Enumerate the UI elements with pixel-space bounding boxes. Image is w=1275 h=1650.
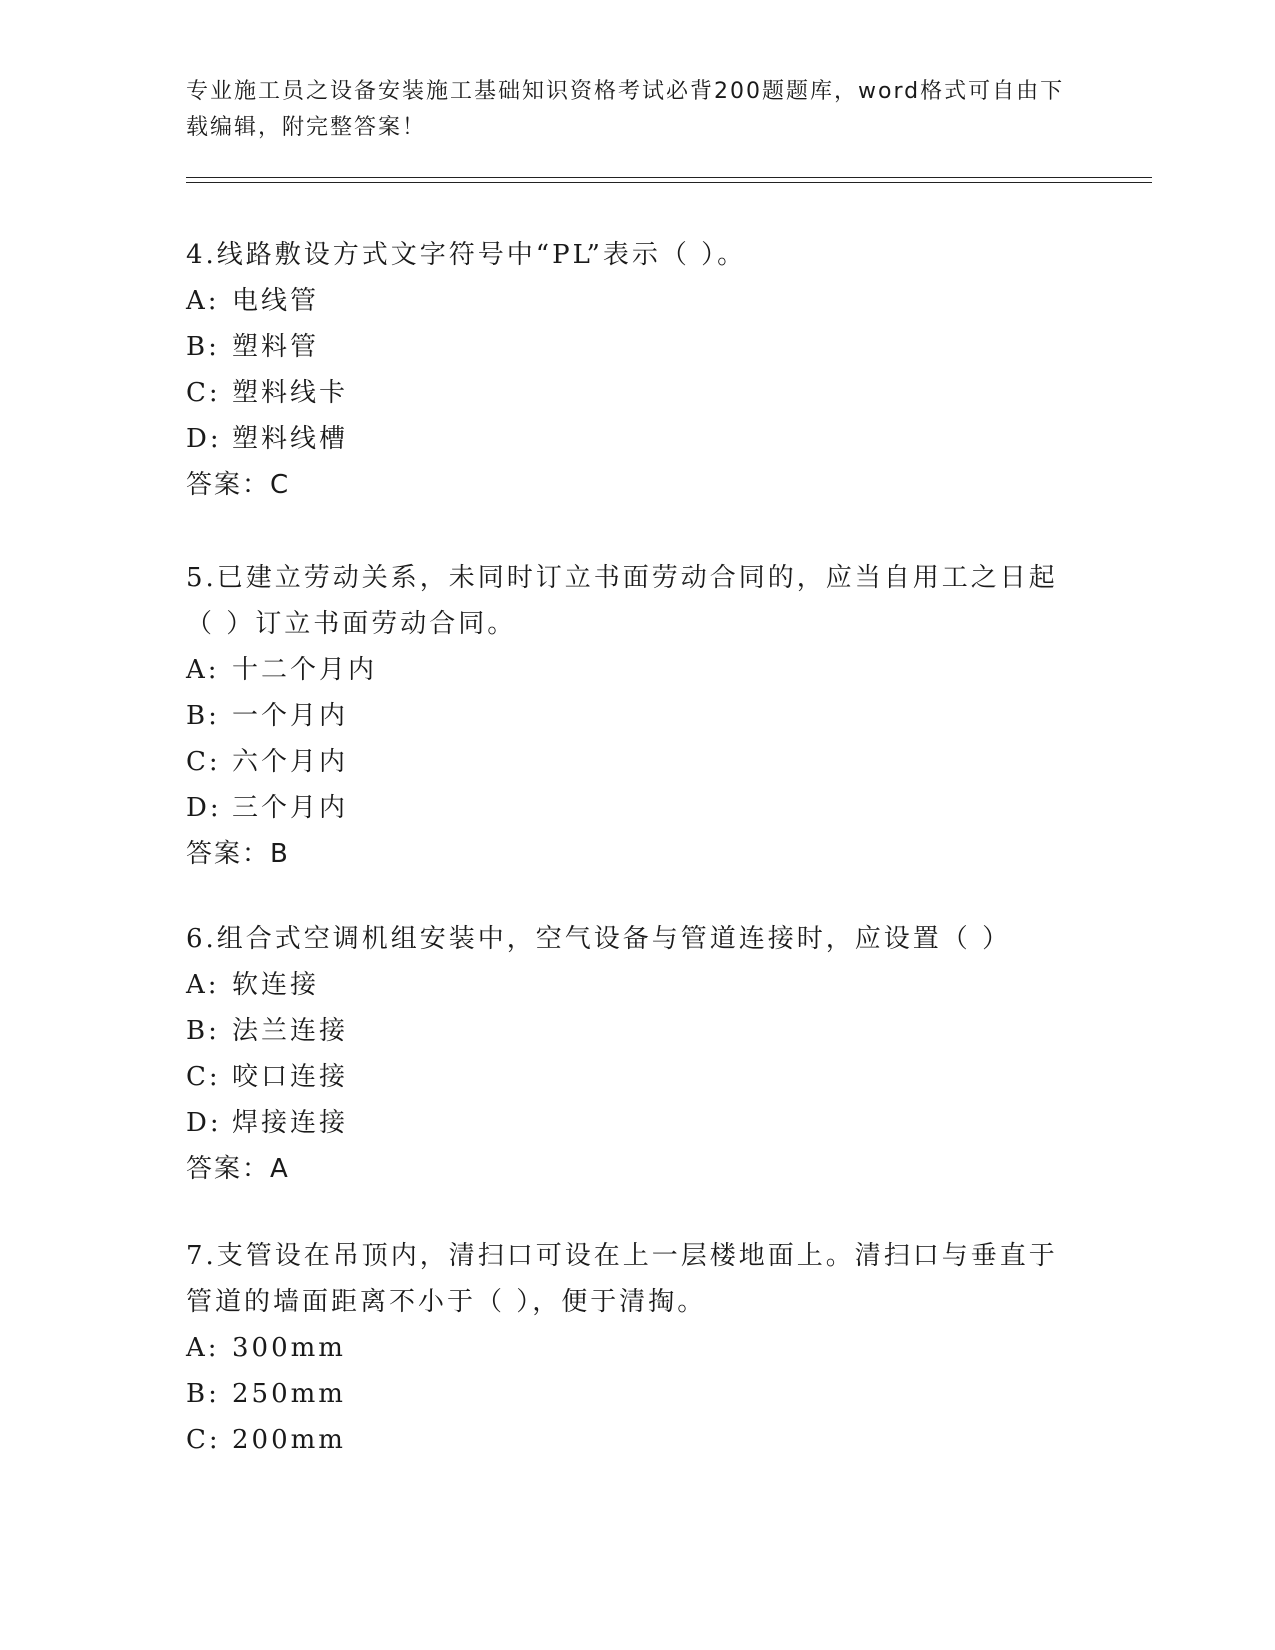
option-text: 十二个月内	[232, 655, 378, 685]
option-a	[186, 962, 1066, 1008]
header-divider-top	[186, 177, 1152, 178]
option-text: 塑料线槽	[232, 424, 349, 454]
document-header-title: 专业施工员之设备安装施工基础知识资格考试必背200题题库，word格式可自由下载编辑，附完整答案！	[186, 79, 1065, 140]
option-text: 软连接	[232, 970, 320, 1000]
option-letter: D:	[186, 1108, 222, 1138]
answer: 答案：A	[186, 1154, 290, 1184]
question-5	[186, 555, 1066, 877]
option-text: 焊接连接	[232, 1108, 349, 1138]
question-stem: 7.支管设在吊顶内，清扫口可设在上一层楼地面上。清扫口与垂直于管道的墙面距离不小于（ ），便于清掏。	[186, 1241, 1058, 1317]
option-letter: D:	[186, 424, 222, 454]
option-b	[186, 1008, 1066, 1054]
question-stem: 4.线路敷设方式文字符号中“PL”表示（ ）。	[186, 240, 747, 270]
option-text: 咬口连接	[232, 1062, 349, 1092]
option-text: 300mm	[232, 1333, 346, 1363]
option-a	[186, 647, 1066, 693]
option-text: 200mm	[232, 1425, 346, 1455]
option-c	[186, 1054, 1066, 1100]
option-letter: B:	[186, 1379, 220, 1409]
option-letter: B:	[186, 332, 220, 362]
option-d	[186, 785, 1066, 831]
option-text: 塑料线卡	[232, 378, 349, 408]
answer: 答案：C	[186, 470, 291, 500]
answer: 答案：B	[186, 839, 290, 869]
option-letter: B:	[186, 701, 220, 731]
option-c	[186, 1417, 1066, 1463]
option-letter: B:	[186, 1016, 220, 1046]
option-d	[186, 1100, 1066, 1146]
option-text: 六个月内	[232, 747, 349, 777]
option-letter: A:	[186, 1333, 220, 1363]
option-c	[186, 739, 1066, 785]
option-a	[186, 278, 1066, 324]
option-text: 塑料管	[232, 332, 320, 362]
option-text: 三个月内	[232, 793, 349, 823]
option-text: 法兰连接	[232, 1016, 349, 1046]
option-letter: C:	[186, 747, 221, 777]
option-text: 电线管	[232, 286, 320, 316]
question-4	[186, 232, 1066, 508]
option-letter: C:	[186, 378, 221, 408]
option-text: 一个月内	[232, 701, 349, 731]
header-divider-bottom	[186, 182, 1152, 183]
question-stem: 6.组合式空调机组安装中，空气设备与管道连接时，应设置（ ）	[186, 924, 1012, 954]
option-letter: A:	[186, 286, 220, 316]
option-d	[186, 416, 1066, 462]
option-b	[186, 693, 1066, 739]
option-letter: C:	[186, 1062, 221, 1092]
question-6	[186, 916, 1066, 1192]
question-7	[186, 1233, 1066, 1463]
option-letter: A:	[186, 970, 220, 1000]
option-letter: C:	[186, 1425, 221, 1455]
question-stem: 5.已建立劳动关系，未同时订立书面劳动合同的，应当自用工之日起（ ）订立书面劳动合同。	[186, 563, 1058, 639]
option-c	[186, 370, 1066, 416]
option-text: 250mm	[232, 1379, 346, 1409]
option-letter: D:	[186, 793, 222, 823]
option-b	[186, 324, 1066, 370]
option-b	[186, 1371, 1066, 1417]
option-a	[186, 1325, 1066, 1371]
option-letter: A:	[186, 655, 220, 685]
